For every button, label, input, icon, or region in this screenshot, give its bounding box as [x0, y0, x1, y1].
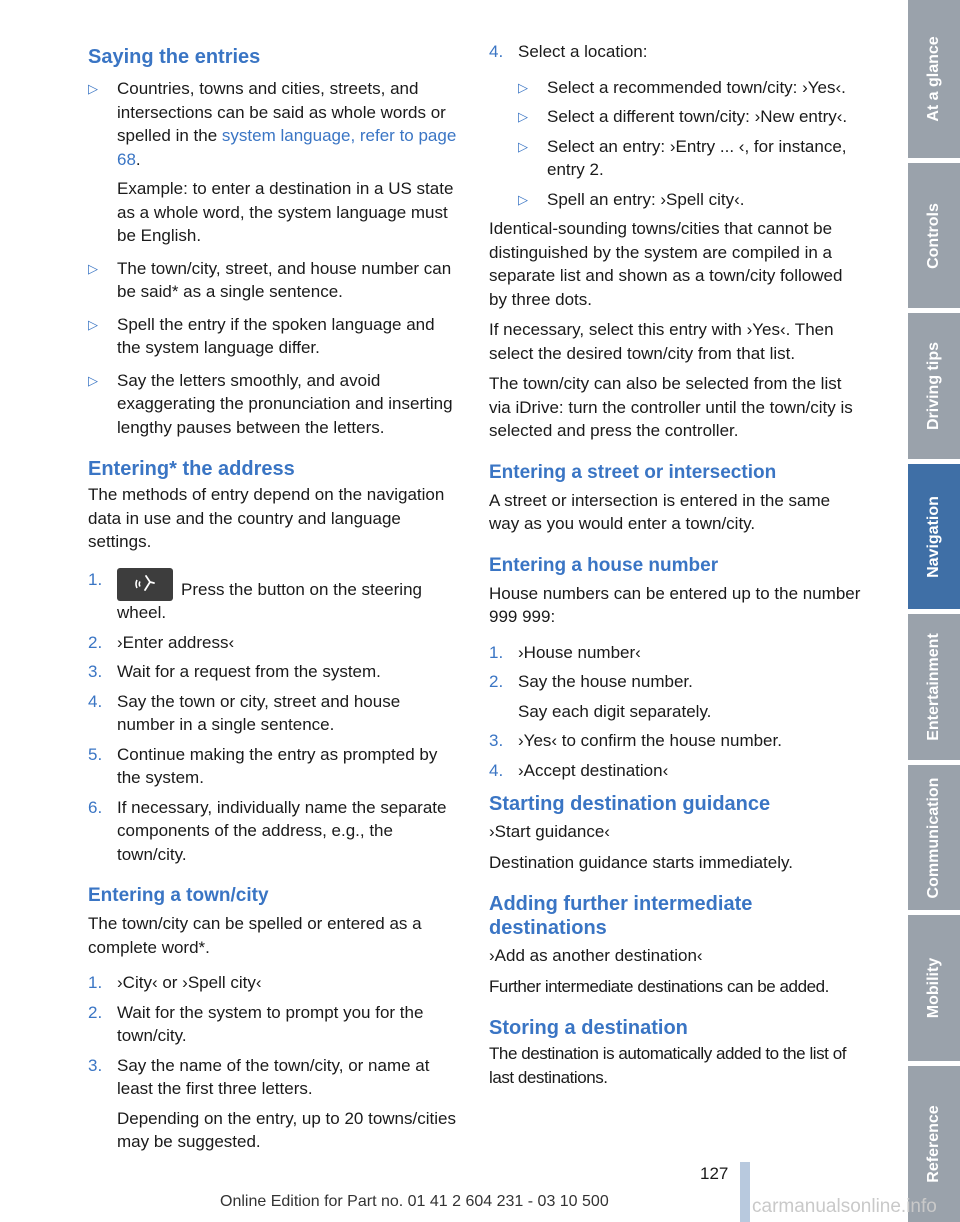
paragraph: If necessary, select this entry with ›Yes‹. Then select the desired town/city from that list. — [489, 320, 834, 363]
list-item: ▷ The town/city, street, and house number can be said* as a single sentence. — [88, 258, 452, 301]
list-item: ▷ Select a recommended town/city: ›Yes‹. — [518, 76, 863, 100]
entering-street-heading: Entering a street or intersection — [489, 461, 777, 483]
tab-reference[interactable]: Reference — [908, 1066, 960, 1222]
list-item: 4. Say the town or city, street and house number in a single sentence. — [88, 691, 401, 734]
paragraph: Further intermediate destinations can be added. — [489, 976, 829, 996]
town-steps — [88, 971, 462, 1154]
paragraph: The destination is automatically added to the list of last destinations. — [489, 1044, 846, 1087]
paragraph: The town/city can also be selected from the list via iDrive: turn the controller until the town/city is selected and press the controller. — [489, 374, 853, 440]
list-item: 2. ›Enter address‹ — [88, 632, 235, 652]
paragraph: ›Add as another destination‹ — [489, 946, 703, 965]
paragraph: A street or intersection is entered in the same way as you would enter a town/city. — [489, 490, 831, 533]
list-item: 1. ›City‹ or ›Spell city‹ — [88, 973, 262, 992]
tab-mobility[interactable]: Mobility — [908, 915, 960, 1061]
list-item: ▷ Say the letters smoothly, and avoid exaggerating the pronunciation and inserting lengthy pauses between the letters. — [88, 370, 453, 437]
saying-entries-heading: Saying the entries — [88, 46, 261, 68]
paragraph: House numbers can be entered up to the number 999 999: — [489, 583, 861, 626]
tab-navigation[interactable]: Navigation — [908, 464, 960, 609]
starting-guidance-heading: Starting destination guidance — [489, 793, 771, 815]
triangle-bullet-icon: ▷ — [518, 138, 528, 154]
right-column — [489, 40, 863, 1096]
tab-entertainment[interactable]: Entertainment — [908, 614, 960, 760]
location-options — [518, 76, 863, 212]
list-item: ▷ Select an entry: ›Entry ... ‹, for instance, entry 2. — [518, 136, 847, 179]
address-intro: The methods of entry depend on the navigation data in use and the country and language settings. — [88, 485, 445, 551]
list-item: ▷ Spell the entry if the spoken language and the system language differ. — [88, 314, 435, 357]
list-item: ▷ Countries, towns and cities, streets, and intersections can be said as whole words or spelled in the system language, refer to page 68. Example: to enter a destination in a US state as a whole word, the system language must be English. — [88, 79, 457, 245]
tab-driving-tips[interactable]: Driving tips — [908, 313, 960, 459]
house-steps — [489, 641, 863, 783]
page-link[interactable]: system language, refer to page 68 — [117, 126, 457, 169]
list-item: 4. ›Accept destination‹ — [489, 760, 669, 780]
entering-house-heading: Entering a house number — [489, 554, 719, 576]
watermark: carmanualsonline.info — [752, 1196, 937, 1217]
list-item: 3. Wait for a request from the system. — [88, 662, 381, 681]
list-item: 6. If necessary, individually name the separate components of the address, e.g., the town/city. — [88, 797, 447, 864]
list-item: 5. Continue making the entry as prompted by the system. — [88, 744, 438, 787]
page-marker-bar — [740, 1162, 750, 1222]
triangle-bullet-icon: ▷ — [518, 109, 528, 124]
page-number: 127 — [700, 1164, 729, 1183]
paragraph: Destination guidance starts immediately. — [489, 852, 793, 872]
tab-communication[interactable]: Communication — [908, 765, 960, 910]
triangle-bullet-icon: ▷ — [518, 191, 528, 207]
triangle-bullet-icon: ▷ — [88, 316, 98, 332]
list-item: 1. Press the button on the steering wheel. — [88, 569, 422, 622]
entering-town-heading: Entering a town/city — [88, 885, 269, 906]
list-item: ▷ Spell an entry: ›Spell city‹. — [518, 188, 863, 212]
list-item: 2. Wait for the system to prompt you for the town/city. — [88, 1002, 424, 1045]
triangle-bullet-icon: ▷ — [88, 81, 98, 96]
paragraph: ›Start guidance‹ — [489, 822, 610, 841]
paragraph: Identical-sounding towns/cities that cannot be distinguished by the system are compiled in a separate list and shown as a town/city followed by three dots. — [489, 219, 843, 309]
address-steps — [88, 568, 462, 867]
entering-address-heading: Entering* the address — [88, 458, 295, 480]
list-item: 3. ›Yes‹ to confirm the house number. — [489, 731, 782, 750]
footer-text: Online Edition for Part no. 01 41 2 604 231 - 03 10 500 — [220, 1193, 609, 1210]
list-item: 2. Say the house number. Say each digit separately. — [489, 672, 712, 721]
tab-at-a-glance[interactable]: At a glance — [908, 0, 960, 158]
tab-controls[interactable]: Controls — [908, 163, 960, 308]
left-column — [88, 40, 462, 1164]
voice-button-icon — [117, 568, 173, 601]
triangle-bullet-icon: ▷ — [88, 372, 98, 388]
list-item: 4. Select a location: ▷ Select a recommended town/city: ›Yes‹. ▷ Select a different town/city: ›New entry‹. ▷ Select an entry: ›Entry ... ‹, for instance, entry 2. ▷ Spell an entry: ›Spell city‹. — [489, 40, 863, 211]
triangle-bullet-icon: ▷ — [518, 79, 528, 95]
list-item: ▷ Select a different town/city: ›New entry‹. — [518, 105, 863, 129]
chapter-sidebar — [904, 0, 960, 1222]
triangle-bullet-icon: ▷ — [88, 260, 98, 276]
storing-destination-heading: Storing a destination — [489, 1017, 688, 1039]
location-step — [489, 40, 863, 211]
town-intro: The town/city can be spelled or entered as a complete word*. — [88, 914, 422, 957]
list-item: 3. Say the name of the town/city, or name at least the first three letters. Depending on the entry, up to 20 towns/cities may be suggested. — [88, 1055, 456, 1151]
saying-list — [88, 77, 462, 439]
adding-destinations-heading: Adding further intermediate destinations — [489, 893, 753, 939]
list-item: 1. ›House number‹ — [489, 642, 641, 662]
